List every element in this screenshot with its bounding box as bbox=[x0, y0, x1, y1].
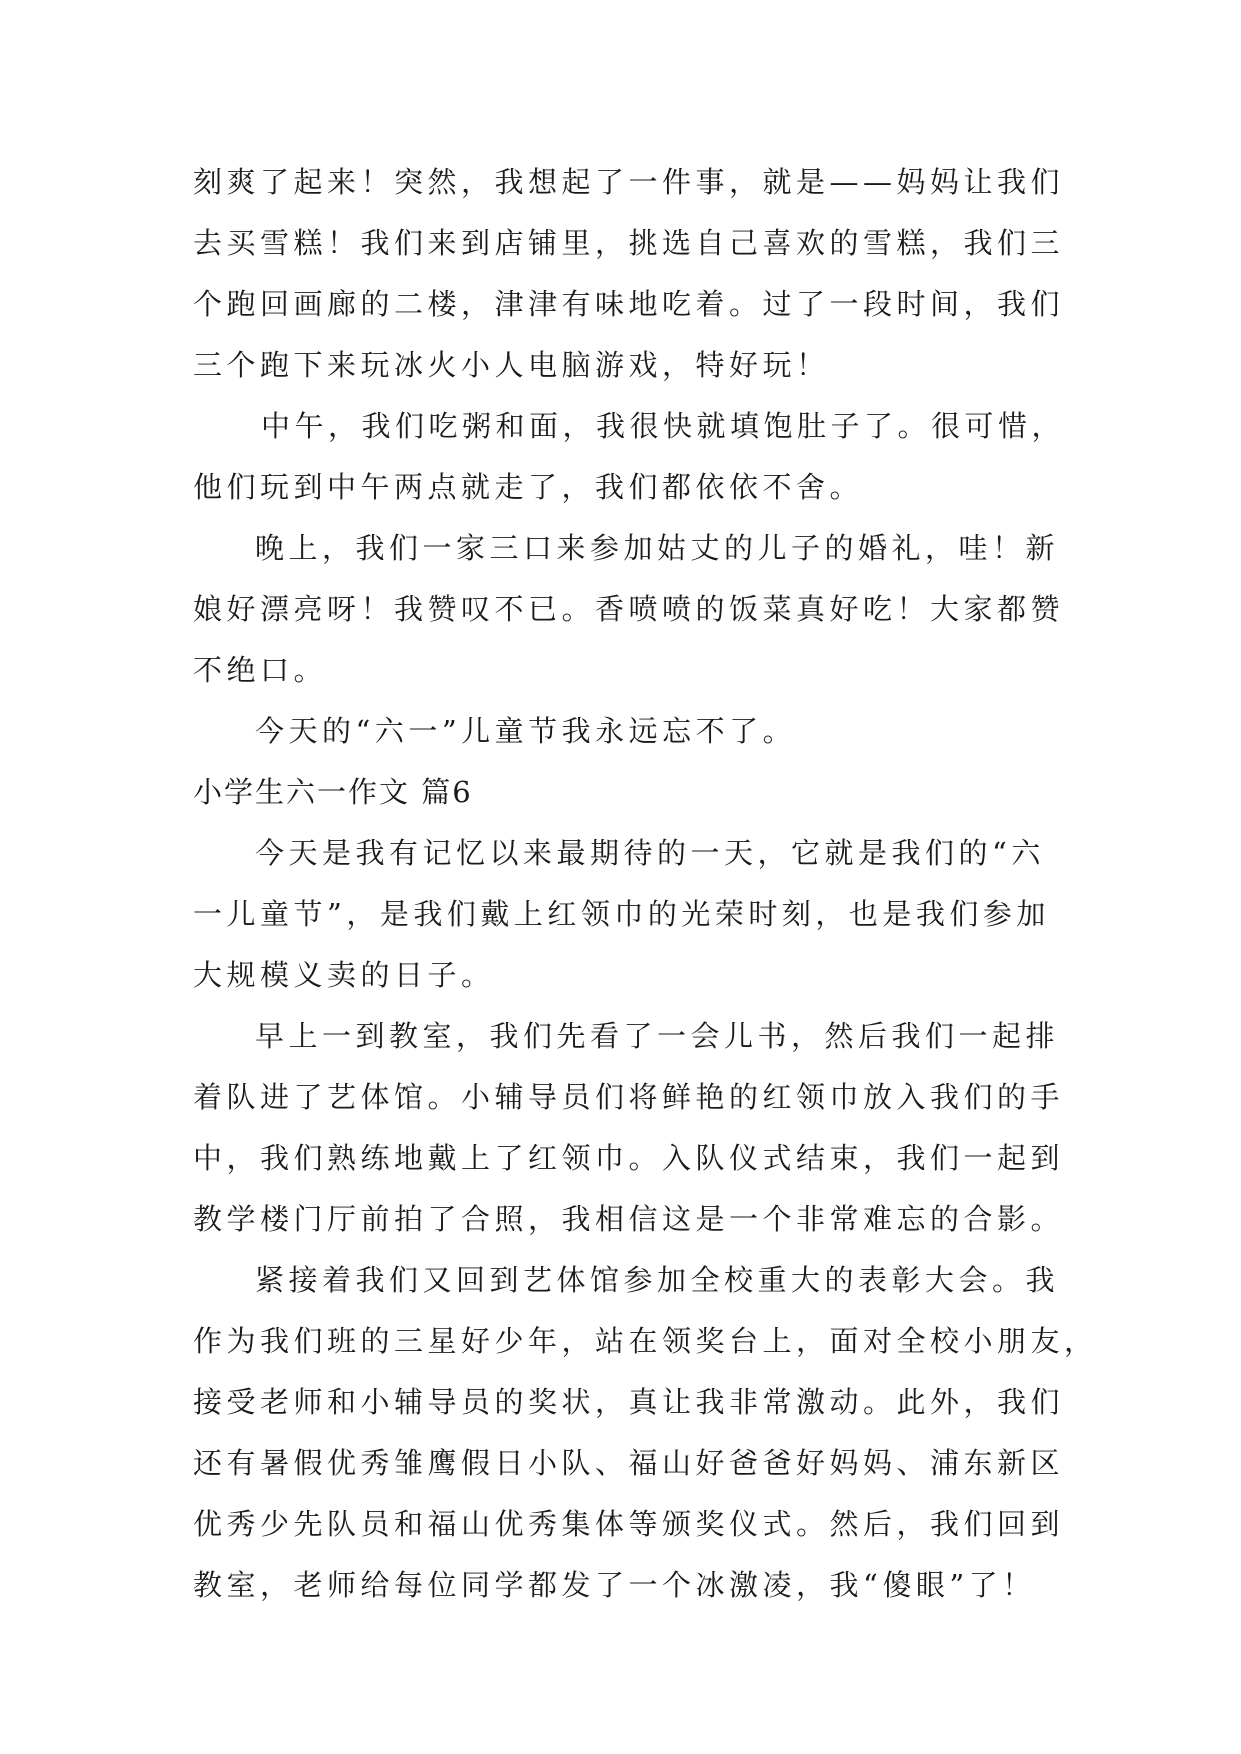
text-line: 中，我们熟练地戴上了红领巾。入队仪式结束，我们一起到 bbox=[193, 1141, 1065, 1175]
text-line: 个跑回画廊的二楼，津津有味地吃着。过了一段时间，我们 bbox=[193, 287, 1065, 321]
text-line: 教室，老师给每位同学都发了一个冰激凌，我“傻眼”了！ bbox=[193, 1568, 1036, 1602]
section-heading: 小学生六一作文 篇6 bbox=[193, 775, 473, 809]
essay-text bbox=[193, 152, 1098, 1616]
text-line: 接受老师和小辅导员的奖状，真让我非常激动。此外，我们 bbox=[193, 1385, 1065, 1419]
text-line: 娘好漂亮呀！我赞叹不已。香喷喷的饭菜真好吃！大家都赞 bbox=[193, 592, 1065, 626]
text-line: 他们玩到中午两点就走了，我们都依依不舍。 bbox=[193, 470, 864, 504]
text-line: 三个跑下来玩冰火小人电脑游戏，特好玩！ bbox=[193, 348, 830, 382]
text-line: 大规模义卖的日子。 bbox=[193, 958, 495, 992]
text-line: 去买雪糕！我们来到店铺里，挑选自己喜欢的雪糕，我们三 bbox=[193, 226, 1065, 260]
text-line: 优秀少先队员和福山优秀集体等颁奖仪式。然后，我们回到 bbox=[193, 1507, 1065, 1541]
paragraph-start-line: 晚上，我们一家三口来参加姑丈的儿子的婚礼，哇！新 bbox=[255, 531, 1060, 565]
text-line: 一儿童节”，是我们戴上红领巾的光荣时刻，也是我们参加 bbox=[193, 897, 1050, 931]
paragraph-start-line: 今天的“六一”儿童节我永远忘不了。 bbox=[255, 714, 797, 748]
paragraph-start-line: 紧接着我们又回到艺体馆参加全校重大的表彰大会。我 bbox=[255, 1263, 1060, 1297]
text-line: 着队进了艺体馆。小辅导员们将鲜艳的红领巾放入我们的手 bbox=[193, 1080, 1065, 1114]
text-line: 作为我们班的三星好少年，站在领奖台上，面对全校小朋友， bbox=[193, 1324, 1098, 1358]
text-line: 还有暑假优秀雏鹰假日小队、福山好爸爸好妈妈、浦东新区 bbox=[193, 1446, 1065, 1480]
paragraph-start-line: 中午，我们吃粥和面，我很快就填饱肚子了。很可惜， bbox=[261, 409, 1066, 443]
text-line: 刻爽了起来！突然，我想起了一件事，就是——妈妈让我们 bbox=[193, 165, 1065, 199]
text-line: 教学楼门厅前拍了合照，我相信这是一个非常难忘的合影。 bbox=[193, 1202, 1065, 1236]
text-line: 不绝口。 bbox=[193, 653, 328, 687]
paragraph-start-line: 今天是我有记忆以来最期待的一天，它就是我们的“六 bbox=[255, 836, 1045, 870]
paragraph-start-line: 早上一到教室，我们先看了一会儿书，然后我们一起排 bbox=[255, 1019, 1060, 1053]
